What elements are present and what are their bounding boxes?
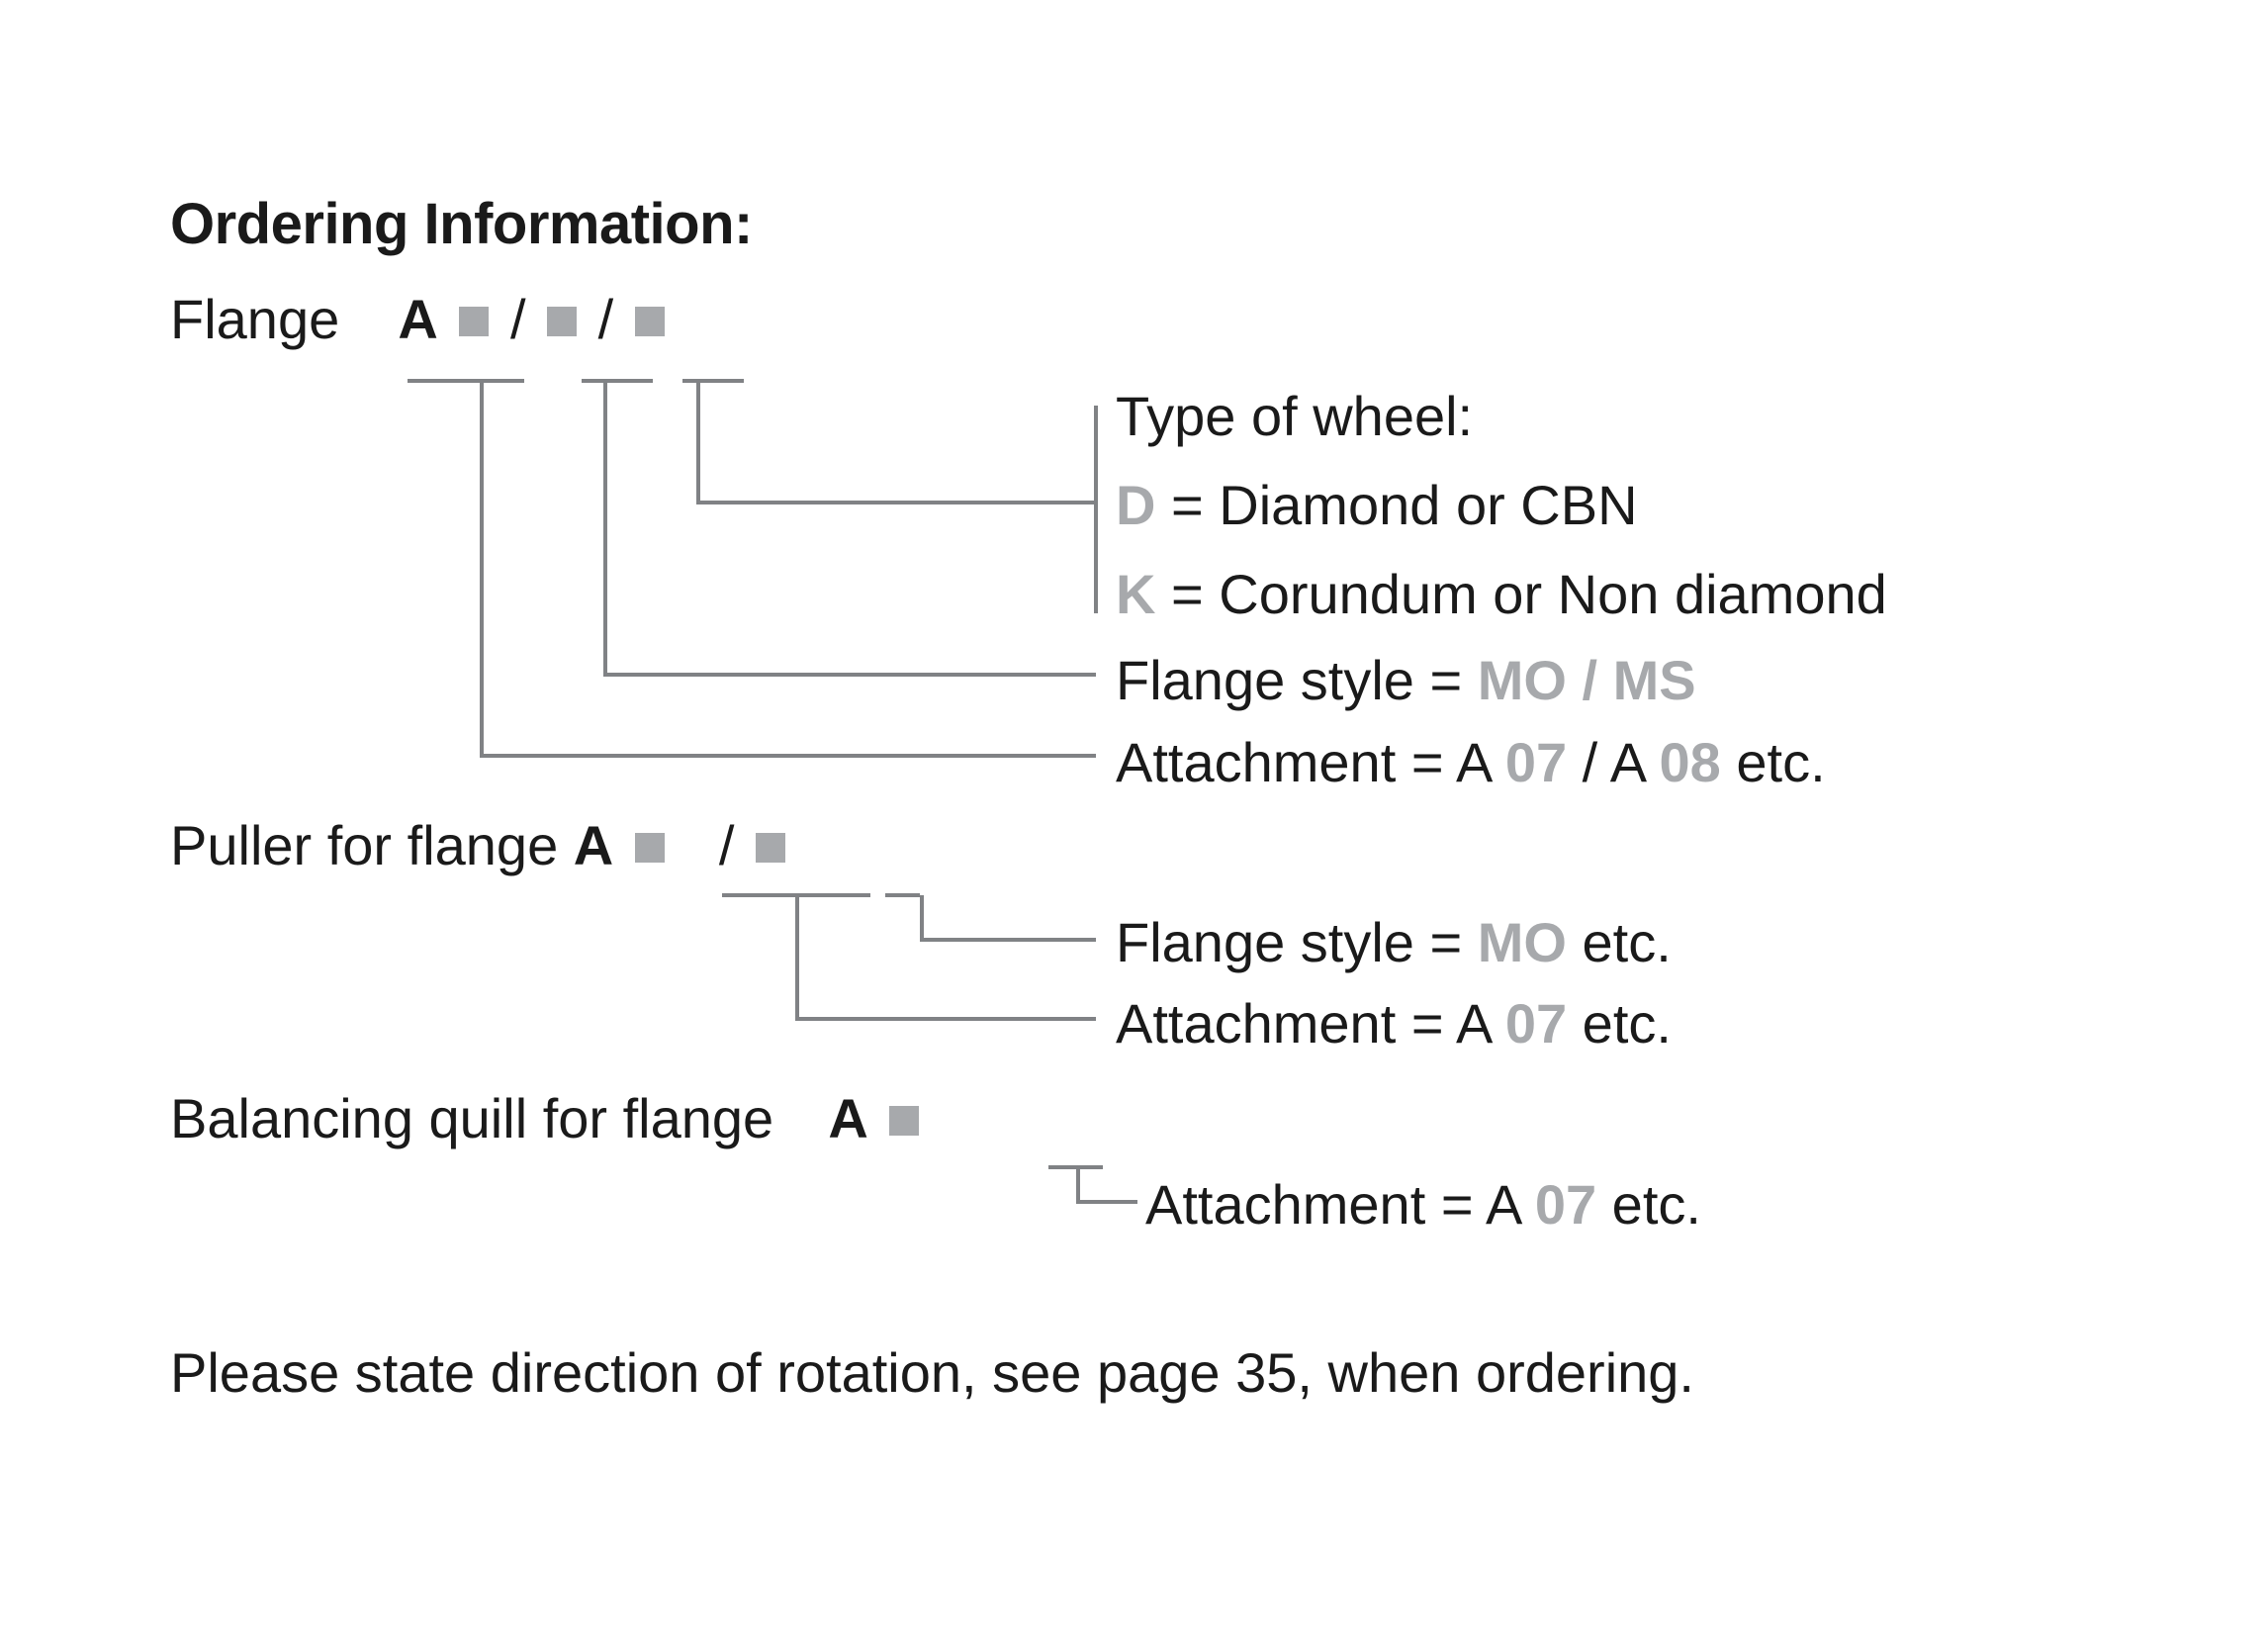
flange-separator-1: /: [509, 288, 526, 350]
flange-style-label: Flange style =: [1116, 649, 1478, 711]
callout-quill-attachment: [1145, 1172, 1701, 1237]
balancing-quill-attachment-placeholder-box: [889, 1106, 919, 1136]
callout-wheel-type-d: [1116, 473, 1638, 537]
flange-attachment-08: 08: [1659, 731, 1721, 793]
flange-attachment-mid: / A: [1582, 731, 1660, 793]
puller-attachment-etc: etc.: [1582, 992, 1672, 1054]
puller-label: Puller for flange: [170, 814, 559, 876]
callout-flange-style: [1116, 648, 1696, 712]
puller-style-placeholder-box: [756, 833, 785, 863]
flange-code-row: [170, 287, 671, 351]
balancing-quill-code-row: [170, 1086, 925, 1150]
flange-attachment-label: Attachment = A: [1116, 731, 1505, 793]
callout-wheel-type-k: [1116, 562, 1887, 626]
puller-attachment-label: Attachment = A: [1116, 992, 1505, 1054]
callout-flange-attachment: [1116, 730, 1826, 794]
flange-attachment-etc: etc.: [1736, 731, 1826, 793]
flange-label: Flange: [170, 288, 340, 350]
flange-attachment-placeholder-box: [459, 307, 489, 336]
flange-wheel-type-placeholder-box: [635, 307, 665, 336]
quill-attachment-etc: etc.: [1611, 1173, 1701, 1236]
code-k-description: = Corundum or Non diamond: [1171, 563, 1887, 625]
balancing-quill-label: Balancing quill for flange: [170, 1087, 774, 1149]
code-d-description: = Diamond or CBN: [1171, 474, 1638, 536]
puller-flange-style-value: MO: [1477, 911, 1567, 973]
page-title: Ordering Information:: [170, 192, 753, 256]
balancing-quill-letter-a: A: [828, 1087, 868, 1149]
quill-attachment-label: Attachment = A: [1145, 1173, 1535, 1236]
callout-puller-attachment: [1116, 991, 1672, 1055]
callout-type-of-wheel: Type of wheel:: [1116, 385, 1474, 447]
puller-flange-style-label: Flange style =: [1116, 911, 1478, 973]
flange-style-placeholder-box: [547, 307, 577, 336]
code-k: K: [1116, 563, 1156, 625]
flange-separator-2: /: [597, 288, 614, 350]
callout-puller-flange-style: [1116, 910, 1672, 974]
puller-separator-1: /: [718, 814, 735, 876]
flange-style-values: MO / MS: [1477, 649, 1696, 711]
flange-letter-a: A: [398, 288, 438, 350]
puller-attachment-value: 07: [1504, 992, 1568, 1054]
code-d: D: [1116, 474, 1156, 536]
quill-attachment-value: 07: [1534, 1173, 1597, 1236]
footnote: Please state direction of rotation, see page 35, when ordering.: [170, 1341, 1694, 1404]
puller-letter-a: A: [573, 814, 614, 876]
puller-code-row: [170, 813, 791, 877]
puller-attachment-placeholder-box: [635, 833, 665, 863]
flange-attachment-07: 07: [1504, 731, 1568, 793]
puller-flange-style-etc: etc.: [1582, 911, 1672, 973]
